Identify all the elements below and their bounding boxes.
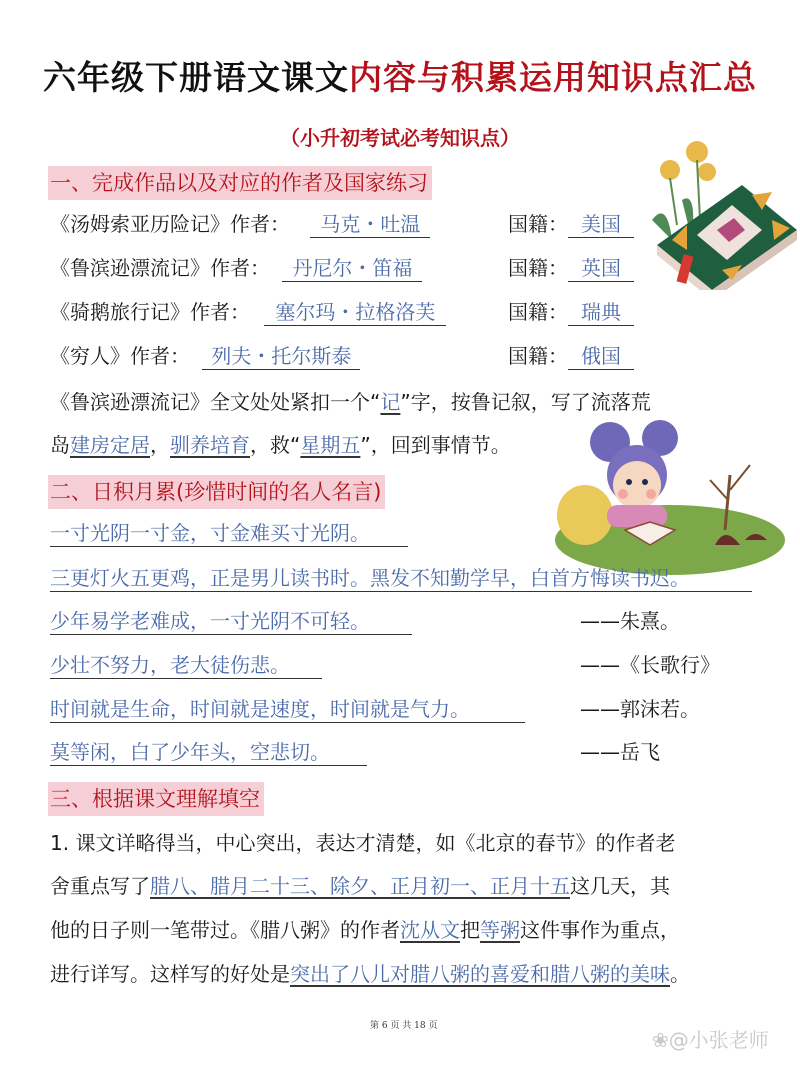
quote-item	[50, 518, 408, 548]
country-answer: 瑞典	[568, 299, 634, 326]
answer: 腊八、腊月二十三、除夕、正月初一、正月十五	[150, 874, 570, 898]
robinson-paragraph-line2	[50, 430, 511, 460]
book-row	[50, 297, 446, 327]
document-title	[0, 52, 800, 99]
book-illustration-icon	[612, 140, 800, 290]
book-row	[50, 253, 422, 283]
nationality-label: 国籍：	[508, 212, 568, 236]
quote-item	[50, 650, 322, 680]
page-number: 第 6 页 共 18 页	[370, 1021, 438, 1031]
fill-paragraph-line3	[50, 915, 680, 945]
quote-text: 一寸光阴一寸金，寸金难买寸光阴。	[50, 520, 408, 547]
reading-girl-illustration-icon	[545, 420, 790, 580]
answer: 记	[380, 390, 401, 414]
author-answer: 丹尼尔・笛福	[282, 255, 422, 282]
quote-text: 少年易学老难成，一寸光阴不可轻。	[50, 608, 412, 635]
text: 进行详写。这样写的好处是	[50, 962, 290, 986]
fill-paragraph-line1	[50, 828, 675, 858]
nationality-row	[508, 297, 634, 327]
answer: 星期五	[300, 433, 361, 457]
quote-item	[50, 694, 525, 724]
fill-paragraph-line4	[50, 959, 690, 989]
quote-item	[50, 606, 412, 636]
book-title: 《汤姆索亚历险记》作者：	[50, 212, 290, 236]
text: 这件事作为重点，	[520, 918, 680, 942]
quote-item	[50, 563, 752, 593]
text: 他的日子则一笔带过。《腊八粥》的作者	[50, 918, 400, 942]
nationality-label: 国籍：	[508, 256, 568, 280]
text: ，	[150, 433, 170, 457]
answer: 沈从文	[400, 918, 460, 942]
section-3-heading: 三、根据课文理解填空	[48, 782, 264, 816]
text: 把	[460, 918, 480, 942]
country-answer: 美国	[568, 211, 634, 238]
text: 这几天，其	[570, 874, 670, 898]
title-black-part: 六年级下册语文课文	[43, 58, 349, 97]
answer: 等粥	[480, 918, 520, 942]
quote-text: 三更灯火五更鸡，正是男儿读书时。黑发不知勤学早，白首方悔读书迟。	[50, 565, 752, 592]
nationality-label: 国籍：	[508, 344, 568, 368]
text: 岛	[50, 433, 70, 457]
nationality-label: 国籍：	[508, 300, 568, 324]
book-title: 《鲁滨逊漂流记》作者：	[50, 256, 270, 280]
watermark-text: @小张老师	[668, 1028, 769, 1052]
book-row	[50, 341, 360, 371]
quote-source: ——朱熹。	[580, 609, 680, 633]
document-subtitle: （小升初考试必考知识点）	[280, 126, 520, 150]
quote-source: ——岳飞	[580, 740, 660, 764]
text: 舍重点写了	[50, 874, 150, 898]
author-answer: 塞尔玛・拉格洛芙	[264, 299, 446, 326]
text: ”，回到事情节。	[360, 433, 511, 457]
answer: 驯养培育	[170, 433, 250, 457]
robinson-paragraph-line1	[50, 387, 651, 417]
quote-item	[50, 737, 367, 767]
nationality-row	[508, 209, 634, 239]
text: ，救“	[250, 433, 301, 457]
answer: 建房定居	[70, 433, 150, 457]
text: 1. 课文详略得当，中心突出，表达才清楚，如《北京的春节》的作者老	[50, 831, 676, 855]
section-2-heading: 二、日积月累(珍惜时间的名人名言)	[48, 475, 385, 509]
section-1-heading: 一、完成作品以及对应的作者及国家练习	[48, 166, 432, 200]
paw-icon: ❀	[652, 1028, 669, 1052]
author-answer: 列夫・托尔斯泰	[202, 343, 360, 370]
book-title: 《骑鹅旅行记》作者：	[50, 300, 250, 324]
country-answer: 俄国	[568, 343, 634, 370]
quote-source: ——郭沫若。	[580, 697, 700, 721]
text: ”字，按鲁记叙，写了流落荒	[400, 390, 651, 414]
author-answer: 马克・吐温	[310, 211, 430, 238]
text: 《鲁滨逊漂流记》全文处处紧扣一个“	[50, 390, 381, 414]
quote-source: ——《长歌行》	[580, 653, 720, 677]
book-title: 《穷人》作者：	[50, 344, 190, 368]
nationality-row	[508, 253, 634, 283]
fill-paragraph-line2	[50, 871, 670, 901]
quote-text: 时间就是生命，时间就是速度，时间就是气力。	[50, 696, 525, 723]
book-row	[50, 209, 430, 239]
watermark	[652, 1024, 769, 1053]
answer: 突出了八儿对腊八粥的喜爱和腊八粥的美味	[290, 962, 670, 986]
text: 。	[670, 962, 690, 986]
quote-text: 莫等闲，白了少年头，空悲切。	[50, 739, 367, 766]
title-red-part: 内容与积累运用知识点汇总	[349, 58, 757, 97]
country-answer: 英国	[568, 255, 634, 282]
nationality-row	[508, 341, 634, 371]
quote-text: 少壮不努力，老大徒伤悲。	[50, 652, 322, 679]
